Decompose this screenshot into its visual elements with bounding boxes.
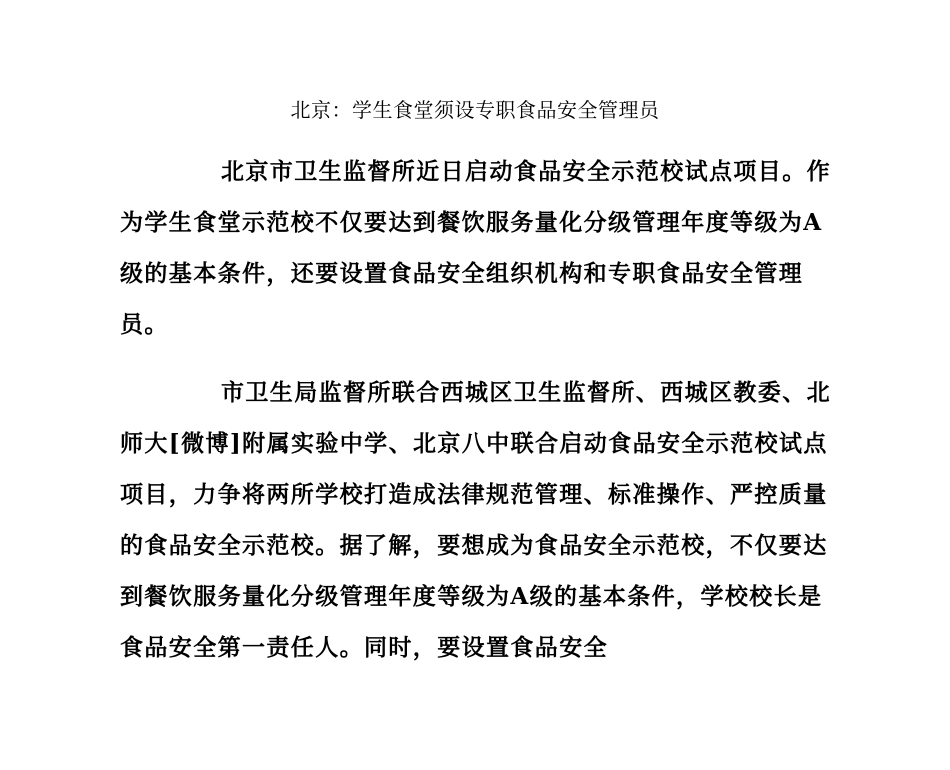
paragraph-2: 市卫生局监督所联合西城区卫生监督所、西城区教委、北师大[微博]附属实验中学、北京八中联合启动食品安全示范校试点项目，力争将两所学校打造成法律规范管理、标准操作、严控质量的食品安全示范校。据了解，要想成为食品安全示范校，不仅要达到餐饮服务量化分级管理年度等级为A级的基本条件，学校校长是食品安全第一责任人。同时，要设置食品安全 [120, 379, 831, 661]
article-title: 北京：学生食堂须设专职食品安全管理员 [290, 98, 660, 122]
paragraph-1: 北京市卫生监督所近日启动食品安全示范校试点项目。作为学生食堂示范校不仅要达到餐饮服务量化分级管理年度等级为A级的基本条件，还要设置食品安全组织机构和专职食品安全管理员。 [120, 158, 831, 338]
